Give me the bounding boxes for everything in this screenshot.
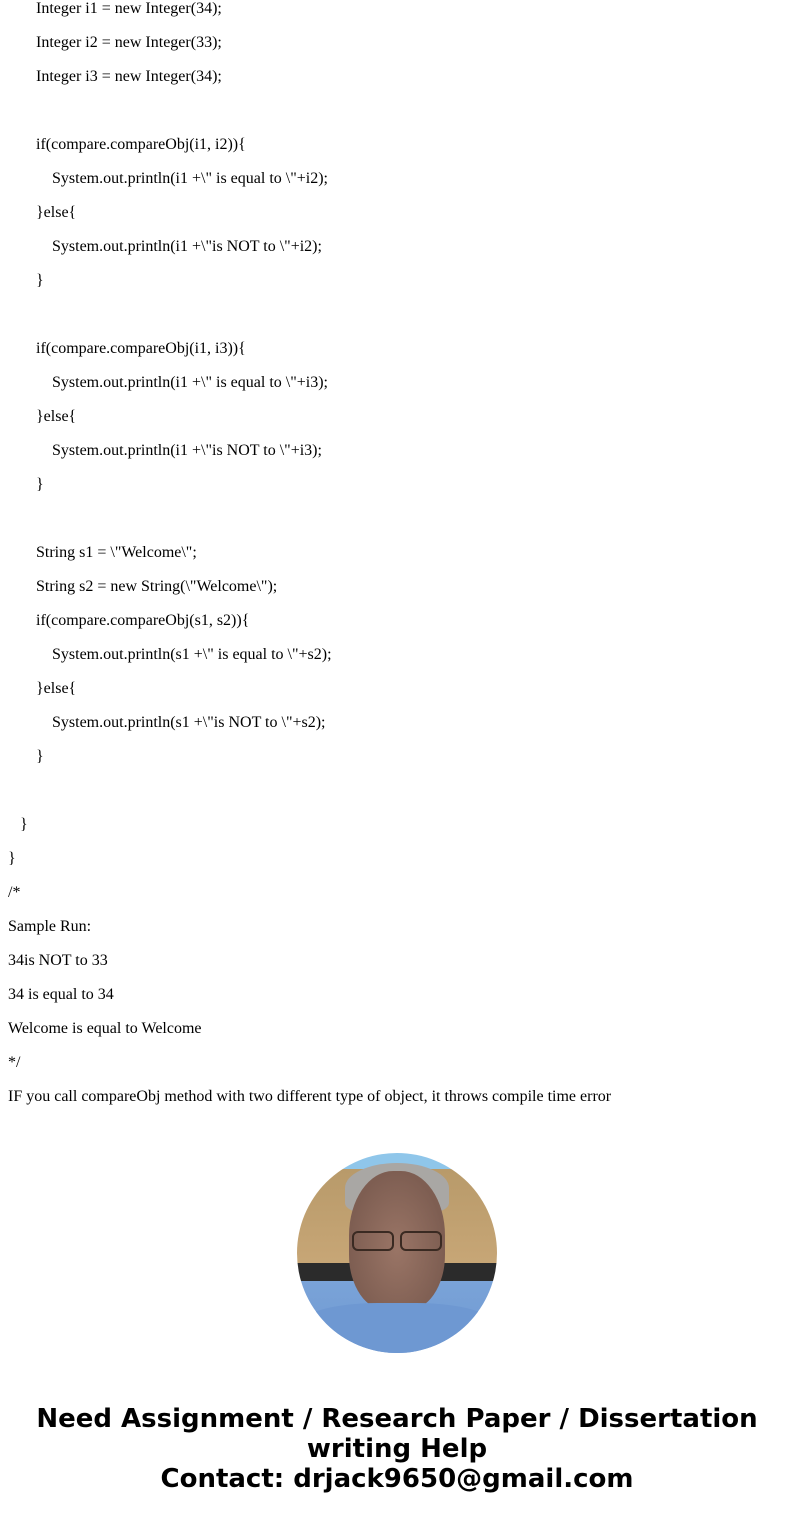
code-line: }else{ <box>36 204 77 221</box>
banner-contact: Contact: drjack9650@gmail.com <box>160 1464 634 1494</box>
blank-line <box>0 298 794 332</box>
code-line: /* <box>8 884 21 901</box>
code-line: } <box>36 272 44 289</box>
author-avatar <box>297 1153 497 1353</box>
code-line: IF you call compareObj method with two different type of object, it throws compile time error <box>8 1088 612 1105</box>
code-line: 34is NOT to 33 <box>8 952 108 969</box>
code-line: System.out.println(s1 +\"is NOT to \"+s2); <box>52 714 326 731</box>
code-line: System.out.println(i1 +\"is NOT to \"+i2); <box>52 238 322 255</box>
code-line: Sample Run: <box>8 918 92 935</box>
blank-line <box>0 774 794 808</box>
code-line: } <box>36 748 44 765</box>
code-line: System.out.println(i1 +\"is NOT to \"+i3); <box>52 442 322 459</box>
code-line: System.out.println(i1 +\" is equal to \"+i3); <box>52 374 328 391</box>
code-line: if(compare.compareObj(i1, i2)){ <box>36 136 246 153</box>
banner-line-2: writing Help <box>306 1434 488 1464</box>
code-line: } <box>20 816 28 833</box>
code-line: } <box>8 850 16 867</box>
blank-line <box>0 94 794 128</box>
code-line: Integer i1 = new Integer(34); <box>36 0 222 17</box>
code-line: Welcome is equal to Welcome <box>8 1020 202 1037</box>
code-line: String s1 = \"Welcome\"; <box>36 544 197 561</box>
code-line: } <box>36 476 44 493</box>
code-line: System.out.println(i1 +\" is equal to \"+i2); <box>52 170 328 187</box>
code-line: 34 is equal to 34 <box>8 986 114 1003</box>
contact-banner <box>0 1404 794 1494</box>
avatar-shirt <box>297 1303 497 1353</box>
code-line: System.out.println(s1 +\" is equal to \"+s2); <box>52 646 332 663</box>
code-line: if(compare.compareObj(i1, i3)){ <box>36 340 246 357</box>
banner-line-1: Need Assignment / Research Paper / Dissertation <box>36 1404 758 1434</box>
code-line: */ <box>8 1054 21 1071</box>
avatar-glasses <box>352 1231 442 1249</box>
code-line: Integer i2 = new Integer(33); <box>36 34 222 51</box>
code-line: }else{ <box>36 680 77 697</box>
code-line: if(compare.compareObj(s1, s2)){ <box>36 612 250 629</box>
code-line: Integer i3 = new Integer(34); <box>36 68 222 85</box>
code-line: String s2 = new String(\"Welcome\"); <box>36 578 278 595</box>
blank-line <box>0 502 794 536</box>
code-line: }else{ <box>36 408 77 425</box>
